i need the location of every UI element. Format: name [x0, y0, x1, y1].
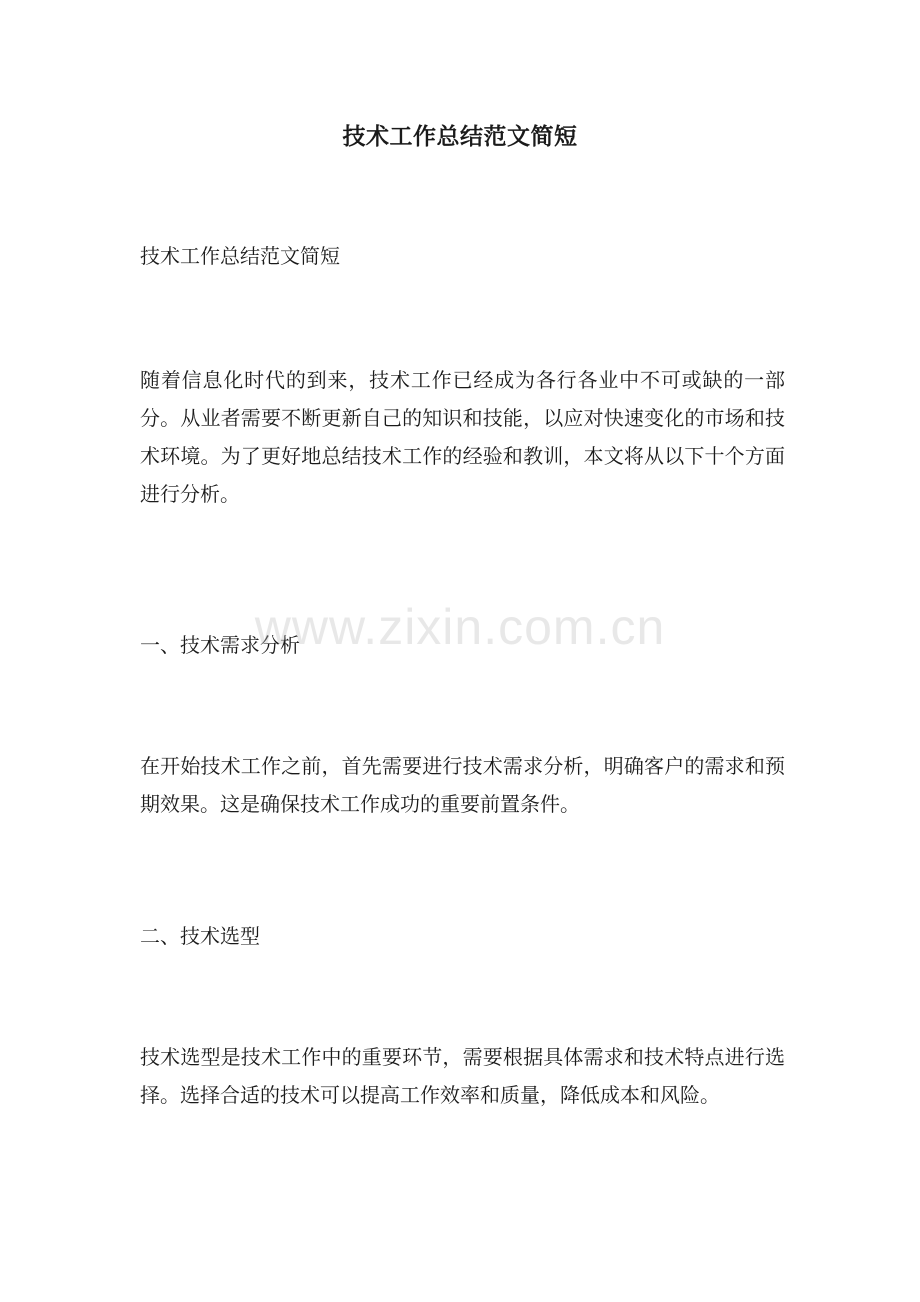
watermark: www.zixin.com.cn: [254, 599, 666, 655]
intro-paragraph: 随着信息化时代的到来，技术工作已经成为各行各业中不可或缺的一部分。从业者需要不断更新自己的知识和技能，以应对快速变化的市场和技术环境。为了更好地总结技术工作的经验和教训，本文将从以下十个方面进行分析。: [140, 368, 785, 506]
section-body-selection: 技术选型是技术工作中的重要环节，需要根据具体需求和技术特点进行选择。选择合适的技术可以提高工作效率和质量，降低成本和风险。: [140, 1045, 785, 1107]
section-body-requirements: 在开始技术工作之前，首先需要进行技术需求分析，明确客户的需求和预期效果。这是确保技术工作成功的重要前置条件。: [140, 754, 785, 816]
document-subtitle: 技术工作总结范文简短: [140, 244, 340, 268]
document-title: 技术工作总结范文简短: [342, 123, 578, 150]
section-heading-selection: 二、技术选型: [140, 924, 260, 948]
section-heading-requirements: 一、技术需求分析: [140, 633, 300, 657]
